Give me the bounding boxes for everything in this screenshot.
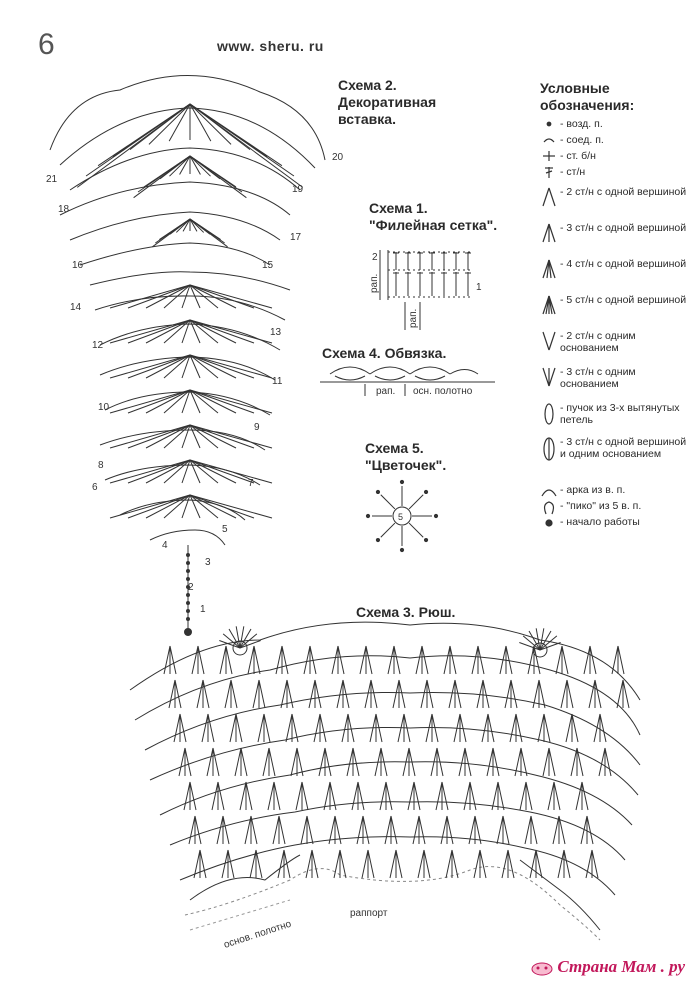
watermark-logo-icon [530, 960, 554, 976]
dc2tog-top-icon [540, 186, 558, 212]
scheme2-row-number: 19 [292, 184, 304, 195]
legend-item-text: - 4 ст/н с одной вершиной [560, 258, 687, 270]
dc3tog-top-icon [540, 222, 558, 248]
legend-item-text: - арка из в. п. [560, 484, 626, 496]
scheme4-base-label: осн. полотно [413, 386, 473, 397]
legend-item-text: - "пико" из 5 в. п. [560, 500, 642, 512]
scheme2-row-number: 5 [222, 524, 228, 535]
scheme5-center-label: 5 [398, 512, 404, 522]
scheme2-row-number: 21 [46, 174, 58, 185]
site-url: www. sheru. ru [217, 38, 324, 54]
scheme2-row-number: 13 [270, 327, 282, 338]
scheme2-row-number: 8 [98, 460, 104, 471]
legend-item-text: - 5 ст/н с одной вершиной [560, 294, 687, 306]
scheme2-row-number: 7 [248, 478, 254, 489]
puff-stitch-icon [540, 402, 558, 428]
dc5tog-top-icon [540, 294, 558, 320]
scheme2-row-number: 9 [254, 422, 260, 433]
scheme1-rap-bottom-label: рап. [408, 308, 419, 328]
legend-item-text: - 2 ст/н с одной вершиной [560, 186, 687, 198]
start-dot-icon [540, 516, 558, 542]
scheme2-diagram [50, 75, 325, 635]
scheme2-row-number: 16 [72, 260, 84, 271]
dc3-base-icon [540, 366, 558, 392]
scheme2-row-number: 6 [92, 482, 98, 493]
legend-item-text: - ст/н [560, 166, 586, 178]
watermark-text: Страна Мам . ру [557, 957, 685, 976]
scheme4-title: Схема 4. Обвязка. [322, 345, 447, 361]
dc4tog-top-icon [540, 258, 558, 284]
legend [540, 80, 690, 558]
scheme2-row-number: 12 [92, 340, 104, 351]
scheme1-rap-side-label: рап. [369, 273, 380, 293]
scheme1-diagram [380, 250, 471, 330]
scheme2-row-number: 18 [58, 204, 70, 215]
scheme2-row-number: 20 [332, 152, 344, 163]
dc3-top-base-icon [540, 436, 558, 462]
legend-item-text: - 3 ст/н с одной вершиной [560, 222, 687, 234]
scheme4-rap-label: рап. [376, 386, 396, 397]
scheme2-row-number: 14 [70, 302, 82, 313]
scheme2-row-number: 4 [162, 540, 168, 551]
scheme3-diagram [130, 622, 640, 940]
scheme5-title: Схема 5. "Цветочек". [365, 440, 447, 473]
scheme2-row-number: 15 [262, 260, 274, 271]
scheme3-rapport-label: раппорт [350, 908, 388, 919]
legend-title: Условные обозначения: [540, 80, 635, 113]
legend-item-text: - возд. п. [560, 118, 603, 130]
scheme2-row-number: 1 [200, 604, 206, 615]
scheme1-title: Схема 1. "Филейная сетка". [369, 200, 498, 233]
legend-item-text: - пучок из 3-х вытянутых петель [560, 402, 680, 426]
scheme2-row-number: 10 [98, 402, 110, 413]
legend-item-text: - соед. п. [560, 134, 604, 146]
scheme1-row2-label: 2 [372, 252, 378, 263]
scheme2-row-number: 3 [205, 557, 211, 568]
scheme2-row-number: 2 [188, 582, 194, 593]
scheme2-row-number: 17 [290, 232, 302, 243]
dc2-base-icon [540, 330, 558, 356]
legend-item-text: - ст. б/н [560, 150, 596, 162]
legend-item-text: - 3 ст/н с одной вершиной и одним основанием [560, 436, 687, 460]
watermark [530, 957, 685, 977]
scheme2-title: Схема 2. Декоративная вставка. [338, 77, 437, 127]
legend-item-text: - 3 ст/н с одним основанием [560, 366, 636, 390]
legend-item-text: - 2 ст/н с одним основанием [560, 330, 636, 354]
scheme3-base-label: основ. полотно [222, 918, 293, 951]
legend-item-text: - начало работы [560, 516, 640, 528]
scheme1-row1-label: 1 [476, 282, 482, 293]
scheme2-row-number: 11 [272, 376, 283, 387]
page-number: 6 [38, 28, 55, 61]
scheme3-title: Схема 3. Рюш. [356, 604, 456, 620]
